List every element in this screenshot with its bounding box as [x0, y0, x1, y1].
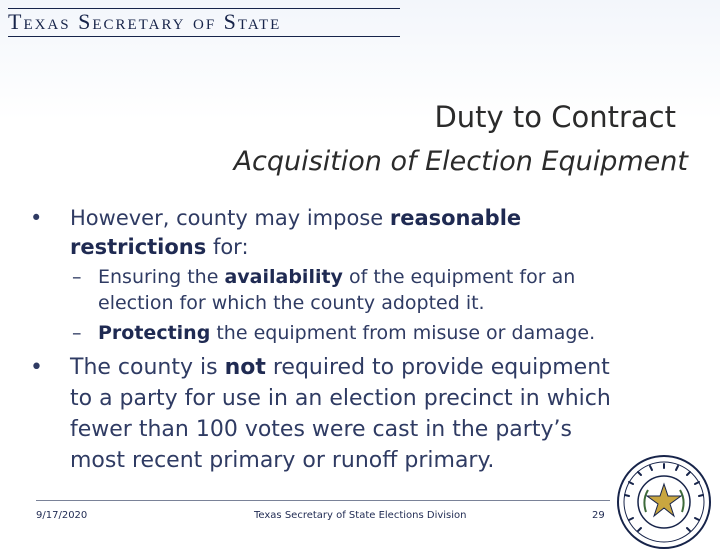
dash-icon: –	[72, 322, 82, 344]
bullet-text-line: to a party for use in an election precinct in which	[70, 386, 611, 411]
sub-bullet-line	[98, 264, 575, 290]
sub-bullet-text-segment: of the equipment for an	[342, 266, 576, 288]
bullet-text-segment: required to provide equipment	[265, 355, 610, 380]
bullet-text-line: fewer than 100 votes were cast in the party’s	[70, 417, 572, 442]
bullet-text-line: most recent primary or runoff primary.	[70, 448, 495, 473]
sub-bullet-emphasis: Protecting	[98, 322, 211, 344]
bullet-text-segment: However, county may impose	[70, 206, 390, 230]
bullet-emphasis: reasonable	[389, 206, 522, 230]
slide-subtitle: Acquisition of Election Equipment	[233, 146, 688, 177]
header-bottom-rule	[8, 36, 400, 37]
header	[0, 0, 720, 42]
sub-bullet-line	[98, 320, 595, 346]
bullet-emphasis: restrictions	[70, 235, 207, 259]
bullet-dot-icon: •	[30, 206, 43, 230]
bullet-text-line	[70, 233, 249, 262]
footer-date: 9/17/2020	[36, 510, 88, 521]
slide-title: Duty to Contract	[434, 100, 676, 134]
bullet-text-line	[70, 352, 610, 383]
sub-bullet-emphasis: availability	[224, 266, 343, 288]
sub-bullet-text-segment: Ensuring the	[98, 266, 225, 288]
page-number: 29	[592, 510, 605, 521]
bullet-text-segment: The county is	[70, 355, 225, 380]
bullet-emphasis: not	[224, 355, 266, 380]
texas-secretary-of-state-seal-icon	[616, 454, 712, 550]
footer-title: Texas Secretary of State Elections Division	[254, 510, 467, 521]
sub-bullet-line: election for which the county adopted it.	[98, 292, 485, 314]
header-title: Texas Secretary of State	[8, 9, 282, 34]
dash-icon: –	[72, 266, 82, 288]
footer-rule	[36, 500, 610, 501]
sub-bullet-text-segment: the equipment from misuse or damage.	[210, 322, 596, 344]
bullet-dot-icon: •	[30, 355, 43, 380]
bullet-text-segment: for:	[206, 235, 249, 259]
bullet-text	[70, 204, 650, 233]
